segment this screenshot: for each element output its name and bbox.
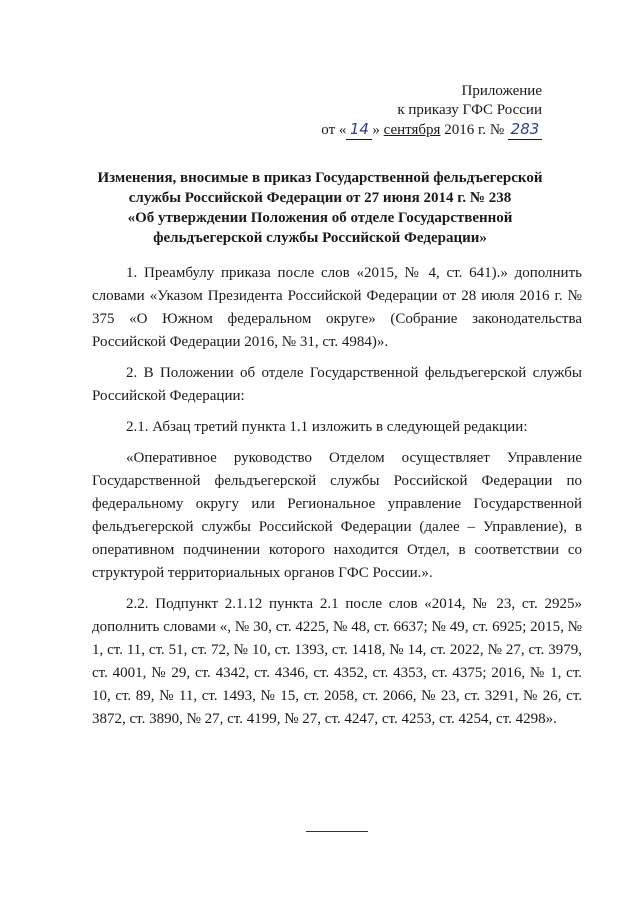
date-prefix: от « bbox=[321, 122, 347, 138]
appendix-header bbox=[321, 82, 542, 140]
paragraph-1: 1. Преамбулу приказа после слов «2015, № 4, ст. 641).» дополнить словами «Указом Президента Российской Федерации от 28 июля 2016 г. № 375 «О Южном федеральном округе» (Собрание законодательства Российской Федерации 2016, № 31, ст. 4984)». bbox=[92, 265, 582, 350]
paragraph-2-1: 2.1. Абзац третий пункта 1.1 изложить в следующей редакции: bbox=[126, 419, 528, 435]
appendix-date-line bbox=[321, 120, 542, 140]
title-line-4: фельдъегерской службы Российской Федерации» bbox=[153, 230, 487, 246]
title-line-1: Изменения, вносимые в приказ Государственной фельдъегерской bbox=[97, 170, 543, 186]
document-body bbox=[92, 262, 582, 739]
title-line-2: службы Российской Федерации от 27 июня 2014 г. № 238 bbox=[128, 190, 512, 206]
appendix-title: Приложение bbox=[461, 83, 542, 99]
appendix-order-ref: к приказу ГФС России bbox=[397, 102, 542, 118]
date-year: 2016 г. № bbox=[444, 122, 505, 138]
handwritten-day: 14 bbox=[346, 120, 372, 140]
date-quote-close: » bbox=[372, 122, 380, 138]
paragraph-2: 2. В Положении об отделе Государственной фельдъегерской службы Российской Федерации: bbox=[92, 365, 582, 404]
handwritten-order-number: 283 bbox=[508, 120, 542, 140]
date-month: сентября bbox=[383, 122, 441, 138]
paragraph-quote: «Оперативное руководство Отделом осуществляет Управление Государственной фельдъегерской службы Российской Федерации по федеральному округу или Региональное управление Государственной фельдъегерской службы Российской Федерации (далее – Управление), в оперативном подчинении которого находится Отдел, в соответствии со структурой территориальных органов ГФС России.». bbox=[92, 450, 582, 581]
paragraph-2-2: 2.2. Подпункт 2.1.12 пункта 2.1 после слов «2014, № 23, ст. 2925» дополнить словами «, № 30, ст. 4225, № 48, ст. 6637; № 49, ст. 6925; 2015, № 1, ст. 11, ст. 51, ст. 72, № 10, ст. 1393, ст. 1418, № 14, ст. 2022, № 27, ст. 3979, ст. 4001, № 29, ст. 4342, ст. 4346, ст. 4352, ст. 4353, ст. 4375; 2016, № 1, ст. 10, ст. 89, № 11, ст. 1493, № 15, ст. 2058, ст. 2066, № 23, ст. 3291, № 26, ст. 3872, ст. 3890, № 27, ст. 4199, № 27, ст. 4247, ст. 4253, ст. 4254, ст. 4298». bbox=[92, 596, 582, 727]
title-line-3: «Об утверждении Положения об отделе Государственной bbox=[127, 210, 513, 226]
end-separator-line bbox=[306, 831, 368, 832]
document-title bbox=[60, 168, 580, 248]
